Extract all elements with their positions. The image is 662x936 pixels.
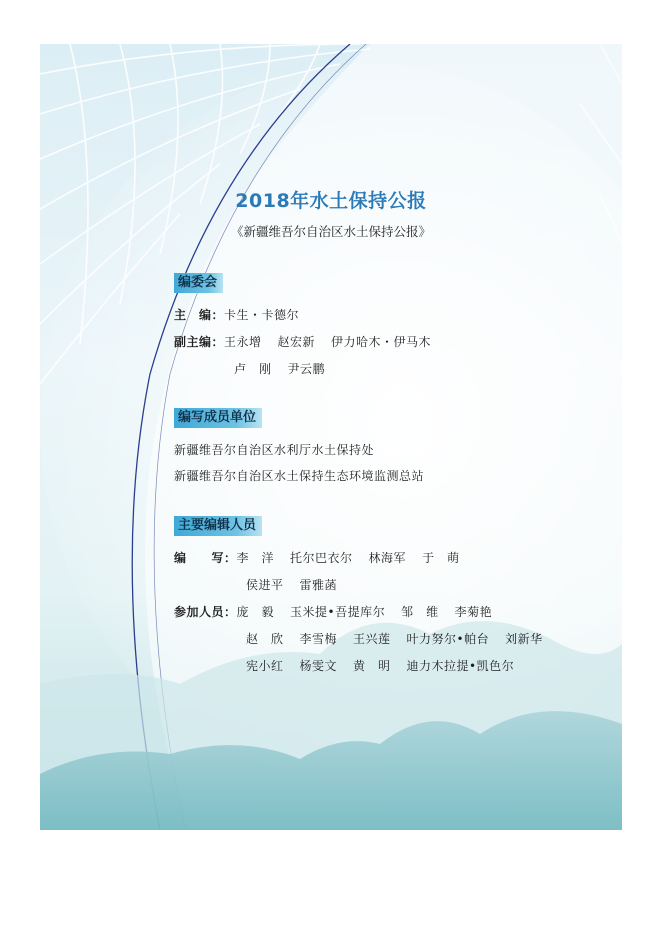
deputy-editor-line bbox=[174, 333, 447, 350]
person-name: 宪小红 bbox=[246, 659, 284, 673]
writers-label: 编 写： bbox=[174, 551, 237, 565]
person-name: 王永增 bbox=[224, 335, 262, 349]
person-name: 叶力努尔•帕台 bbox=[406, 632, 490, 646]
chief-editor-label: 主 编： bbox=[174, 308, 225, 322]
person-name: 李雪梅 bbox=[299, 632, 338, 646]
person-name: 李 洋 bbox=[236, 551, 275, 565]
person-name: 迪力木拉提•凯色尔 bbox=[406, 659, 515, 673]
person-name: 伊力哈木・伊马木 bbox=[331, 335, 432, 349]
chief-editor-name: 卡生・卡德尔 bbox=[224, 308, 300, 322]
person-name: 雷雅菡 bbox=[299, 578, 338, 592]
person-name: 黄 明 bbox=[353, 659, 391, 673]
section-heading-units: 编写成员单位 bbox=[174, 408, 262, 428]
person-name: 李菊艳 bbox=[454, 605, 493, 619]
chief-editor-line bbox=[174, 306, 299, 323]
person-name: 刘新华 bbox=[505, 632, 543, 646]
writers-line-2 bbox=[246, 576, 353, 593]
unit-item: 新疆维吾尔自治区水土保持生态环境监测总站 bbox=[174, 469, 425, 483]
person-name: 赵宏新 bbox=[277, 335, 316, 349]
participants-line bbox=[174, 603, 508, 620]
person-name: 杨雯文 bbox=[299, 659, 338, 673]
person-name: 邹 维 bbox=[401, 605, 439, 619]
page-subtitle: 《新疆维吾尔自治区水土保持公报》 bbox=[230, 224, 431, 239]
person-name: 林海军 bbox=[368, 551, 407, 565]
person-name: 庞 毅 bbox=[236, 605, 275, 619]
page-title: 2018年水土保持公报 bbox=[235, 190, 427, 212]
person-name: 尹云鹏 bbox=[287, 362, 326, 376]
participants-label: 参加人员： bbox=[174, 605, 237, 619]
person-name: 卢 刚 bbox=[234, 362, 272, 376]
cover-page bbox=[40, 44, 622, 830]
person-name: 于 萌 bbox=[422, 551, 460, 565]
section-heading-editors: 主要编辑人员 bbox=[174, 516, 262, 536]
person-name: 托尔巴衣尔 bbox=[290, 551, 353, 565]
person-name: 玉米提•吾提库尔 bbox=[290, 605, 386, 619]
background-art bbox=[40, 44, 622, 830]
participants-line-3 bbox=[246, 657, 530, 674]
unit-item: 新疆维吾尔自治区水利厅水土保持处 bbox=[174, 443, 375, 457]
person-name: 侯进平 bbox=[246, 578, 284, 592]
deputy-editor-label: 副主编： bbox=[174, 335, 225, 349]
participants-line-2 bbox=[246, 630, 559, 647]
writers-line bbox=[174, 549, 476, 566]
deputy-editor-line-2 bbox=[234, 360, 341, 377]
person-name: 王兴莲 bbox=[353, 632, 391, 646]
person-name: 赵 欣 bbox=[246, 632, 284, 646]
section-heading-committee: 编委会 bbox=[174, 273, 223, 293]
